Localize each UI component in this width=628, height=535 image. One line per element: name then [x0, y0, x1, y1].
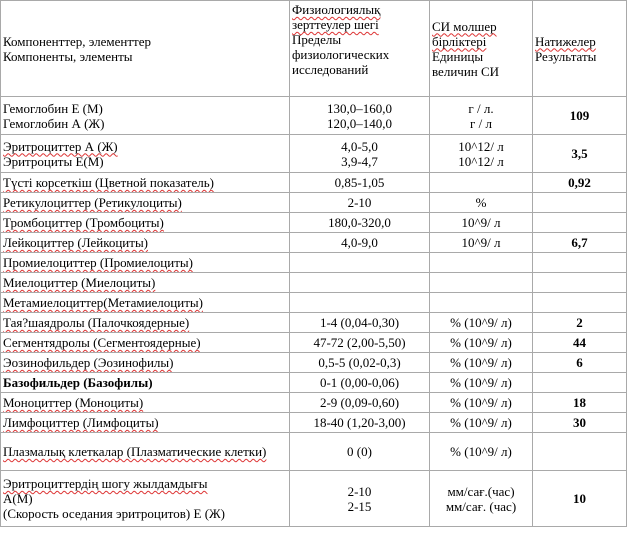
row-name-line: Ретикулоциттер (Ретикулоциты) [3, 195, 182, 210]
row-result [533, 253, 627, 273]
row-name-line: Моноциттер (Моноциты) [3, 395, 144, 410]
row-name [1, 213, 290, 233]
row-range [290, 253, 430, 273]
row-name [1, 373, 290, 393]
row-name-line: Тая?шаядролы (Палочкоядерные) [3, 315, 190, 330]
row-unit: % (10^9/ л) [430, 313, 533, 333]
row-unit: % (10^9/ л) [430, 433, 533, 471]
row-name [1, 97, 290, 135]
row-name-line: Эритроциттердің шогу жылдамдығы [3, 476, 208, 491]
row-name-line: Эритроциты Е(М) [3, 153, 104, 169]
row-unit: % (10^9/ л) [430, 353, 533, 373]
row-name-line: Сегментядролы (Сегментоядерные) [3, 335, 201, 350]
row-unit-line: 10^12/ л [458, 153, 504, 169]
row-name [1, 273, 290, 293]
table-row [1, 135, 627, 173]
row-range-line: 4,0-5,0 [341, 138, 378, 154]
row-unit [430, 253, 533, 273]
row-name [1, 413, 290, 433]
row-result: 6 [533, 353, 627, 373]
table-row [1, 393, 627, 413]
row-name-line: Лимфоциттер (Лимфоциты) [3, 415, 159, 430]
header-component [1, 1, 290, 97]
row-range [290, 135, 430, 173]
table-row [1, 253, 627, 273]
table-row [1, 97, 627, 135]
header-unit [430, 1, 533, 97]
header-unit-ru-2: величин СИ [432, 63, 500, 79]
row-unit-line: г / л. [468, 100, 494, 116]
row-range-line: 120,0–140,0 [327, 115, 392, 131]
row-range [290, 293, 430, 313]
row-name-line: Түсті корсеткіш (Цветной показатель) [3, 175, 214, 190]
row-name-line: Гемоглобин Е (М) [3, 100, 103, 116]
row-range [290, 471, 430, 527]
row-name-line: Миелоциттер (Миелоциты) [3, 275, 156, 290]
row-name-line: Базофильдер (Базофилы) [3, 375, 153, 390]
row-result [533, 273, 627, 293]
row-result: 30 [533, 413, 627, 433]
row-range: 1-4 (0,04-0,30) [290, 313, 430, 333]
row-result [533, 373, 627, 393]
row-unit-line: мм/сағ. (час) [445, 498, 517, 514]
row-name [1, 253, 290, 273]
table-row [1, 373, 627, 393]
row-result: 18 [533, 393, 627, 413]
row-range-line: 130,0–160,0 [327, 100, 392, 116]
header-range-kz-1: Физиологиялық [292, 2, 381, 17]
row-range: 0 (0) [290, 433, 430, 471]
row-range [290, 97, 430, 135]
row-name [1, 233, 290, 253]
table-row [1, 233, 627, 253]
row-range-line: 2-10 [347, 483, 372, 499]
row-range: 2-9 (0,09-0,60) [290, 393, 430, 413]
row-name [1, 173, 290, 193]
table-row [1, 413, 627, 433]
table-row [1, 193, 627, 213]
row-range: 18-40 (1,20-3,00) [290, 413, 430, 433]
row-range: 180,0-320,0 [290, 213, 430, 233]
row-name [1, 293, 290, 313]
row-range [290, 273, 430, 293]
row-name-line: Плазмалық клеткалар (Плазматические клетки) [3, 444, 267, 459]
row-result: 6,7 [533, 233, 627, 253]
header-component-ru: Компоненты, элементы [3, 48, 133, 64]
row-name [1, 193, 290, 213]
row-name [1, 353, 290, 373]
table-row [1, 213, 627, 233]
row-result: 44 [533, 333, 627, 353]
row-unit: 10^9/ л [430, 233, 533, 253]
row-result [533, 433, 627, 471]
table-row [1, 293, 627, 313]
row-unit: % (10^9/ л) [430, 413, 533, 433]
row-range: 0-1 (0,00-0,06) [290, 373, 430, 393]
row-range-line: 3,9-4,7 [341, 153, 378, 169]
header-range-ru-1: Пределы [292, 32, 342, 47]
header-result [533, 1, 627, 97]
row-range-line: 2-15 [347, 498, 372, 514]
row-name-line: Лейкоциттер (Лейкоциты) [3, 235, 149, 250]
row-name-line: (Скорость оседания эритроцитов) Е (Ж) [3, 506, 226, 521]
table-row [1, 333, 627, 353]
row-range: 0,85-1,05 [290, 173, 430, 193]
row-unit-line: мм/сағ.(час) [447, 483, 515, 499]
row-result: 2 [533, 313, 627, 333]
row-result [533, 293, 627, 313]
table-row [1, 173, 627, 193]
row-unit [430, 471, 533, 527]
row-name-line: Метамиелоциттер(Метамиелоциты) [3, 295, 203, 310]
row-range: 4,0-9,0 [290, 233, 430, 253]
header-range-ru-3: исследований [292, 62, 369, 77]
row-result: 109 [533, 97, 627, 135]
header-unit-ru-1: Единицы [432, 48, 484, 64]
table-row [1, 433, 627, 471]
row-range: 47-72 (2,00-5,50) [290, 333, 430, 353]
header-unit-kz-2: бірліктері [432, 33, 487, 49]
row-result: 10 [533, 471, 627, 527]
row-unit [430, 173, 533, 193]
row-name [1, 433, 290, 471]
row-result [533, 213, 627, 233]
row-name-line: Гемоглобин А (Ж) [3, 115, 105, 131]
row-name-line: А(М) [3, 491, 33, 506]
row-range: 0,5-5 (0,02-0,3) [290, 353, 430, 373]
header-range-kz-2: зерттеулер шегі [292, 17, 379, 32]
row-unit: % (10^9/ л) [430, 333, 533, 353]
header-component-kz: Компоненттер, элементтер [3, 33, 151, 49]
row-unit: % (10^9/ л) [430, 373, 533, 393]
row-name [1, 393, 290, 413]
header-range-ru-2: физиологических [292, 47, 390, 62]
row-range: 2-10 [290, 193, 430, 213]
row-unit [430, 97, 533, 135]
row-result: 3,5 [533, 135, 627, 173]
row-name-line: Эритроциттер А (Ж) [3, 138, 118, 154]
header-result-kz: Натижелер [535, 33, 596, 49]
row-name [1, 135, 290, 173]
table-row [1, 353, 627, 373]
table-row [1, 273, 627, 293]
row-result [533, 193, 627, 213]
header-range [290, 1, 430, 97]
row-unit [430, 135, 533, 173]
row-name-line: Тромбоциттер (Тромбоциты) [3, 215, 164, 230]
row-name-line: Промиелоциттер (Промиелоциты) [3, 255, 193, 270]
row-name [1, 333, 290, 353]
row-unit [430, 273, 533, 293]
row-unit [430, 293, 533, 313]
row-unit-line: г / л [470, 115, 492, 131]
row-name [1, 471, 290, 527]
row-unit: 10^9/ л [430, 213, 533, 233]
header-result-ru: Результаты [535, 48, 597, 64]
row-unit: % [430, 193, 533, 213]
row-unit: % (10^9/ л) [430, 393, 533, 413]
row-name-line: Эозинофильдер (Эозинофилы) [3, 355, 174, 370]
table-row [1, 313, 627, 333]
row-result: 0,92 [533, 173, 627, 193]
row-unit-line: 10^12/ л [458, 138, 504, 154]
row-name [1, 313, 290, 333]
table-header-row [1, 1, 627, 97]
header-unit-kz-1: СИ молшер [432, 18, 497, 34]
table-row [1, 471, 627, 527]
